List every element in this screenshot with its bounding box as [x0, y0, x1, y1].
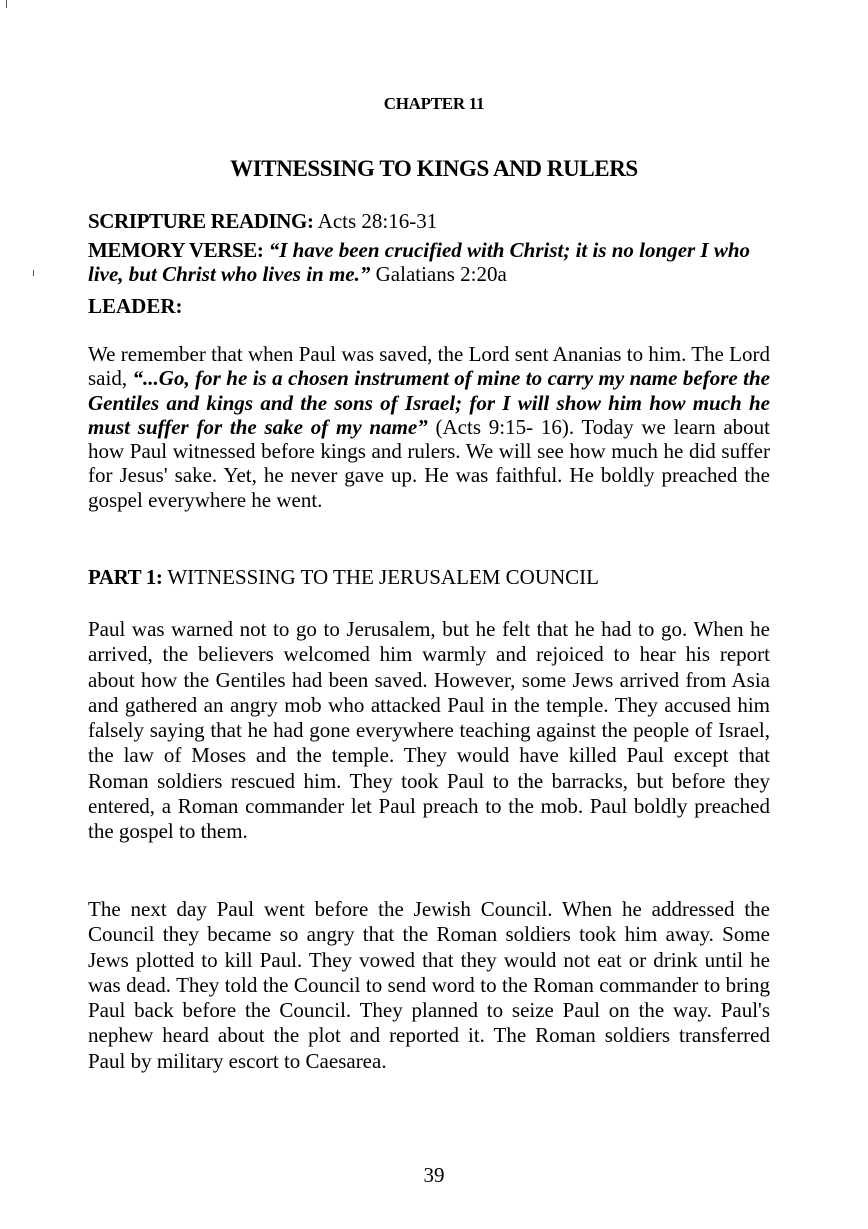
- scripture-reading: [88, 209, 770, 233]
- part-heading: [88, 565, 770, 589]
- chapter-title: WITNESSING TO KINGS AND RULERS: [230, 156, 638, 181]
- scan-mark: [33, 270, 34, 276]
- body-paragraph: Paul was warned not to go to Jerusalem, but he felt that he had to go. When he arrived, the believers welcomed him warmly and rejoiced to hear his report about how the Gentiles had been saved. However, some Jews arrived from Asia and gathered an angry mob who attacked Paul in the temple. They accused him falsely saying that he had gone everywhere teaching against the people of Israel, the law of Moses and the temple. They would have killed Paul except that Roman soldiers rescued him. They took Paul to the barracks, but before they entered, a Roman commander let Paul preach to the mob. Paul boldly preached the gospel to them.: [88, 617, 770, 844]
- page-number: 39: [423, 1163, 445, 1187]
- scan-mark: [6, 0, 7, 8]
- leader-label: LEADER:: [88, 294, 183, 318]
- memory-quote: “I have been crucified with Christ; it is no longer I who live, but Christ who lives in me.”: [88, 238, 751, 286]
- memory-reference: Galatians 2:20a: [375, 262, 507, 286]
- part-label: PART 1:: [88, 565, 163, 589]
- memory-label: MEMORY VERSE:: [88, 238, 264, 262]
- intro-text-1: We remember that when Paul was saved, the Lord sent Ananias to him. The Lord said,: [88, 342, 770, 391]
- scripture-text: Acts 28:16-31: [317, 209, 438, 233]
- intro-paragraph: [88, 342, 770, 512]
- chapter-heading: CHAPTER 11: [383, 94, 485, 113]
- intro-text-2: (Acts 9:15- 16). Today we learn about how Paul witnessed before kings and rulers. We will see how much he did suffer for Jesus' sake. Yet, he never gave up. He was faithful. He boldly preached the gospel everywhere he went.: [88, 414, 770, 512]
- part-title: WITNESSING TO THE JERUSALEM COUNCIL: [167, 565, 599, 589]
- intro-quote: “...Go, for he is a chosen instrument of mine to carry my name before the Gentiles and kings and the sons of Israel; for I will show him how much he must suffer for the sake of my name”: [88, 366, 770, 439]
- scripture-label: SCRIPTURE READING:: [88, 209, 314, 233]
- body-paragraph: The next day Paul went before the Jewish Council. When he addressed the Council they became so angry that the Roman soldiers took him away. Some Jews plotted to kill Paul. They vowed that they would not eat or drink until he was dead. They told the Council to send word to the Roman commander to bring Paul back before the Council. They planned to seize Paul on the way. Paul's nephew heard about the plot and reported it. The Roman soldiers transferred Paul by military escort to Caesarea.: [88, 897, 770, 1073]
- memory-verse: [88, 238, 770, 286]
